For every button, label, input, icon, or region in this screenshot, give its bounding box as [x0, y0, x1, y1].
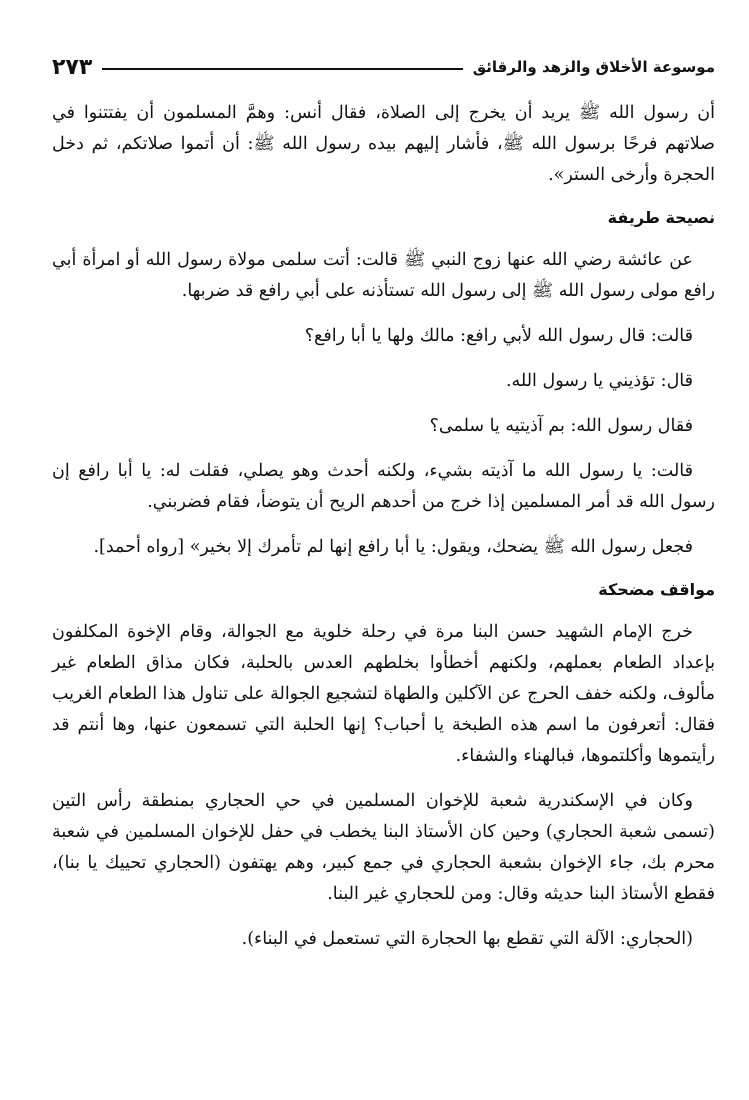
paragraph-3: قالت: قال رسول الله لأبي رافع: مالك ولها يا أبا رافع؟ [304, 326, 693, 346]
paragraph-2: عن عائشة رضي الله عنها زوج النبي ﷺ قالت: أتت سلمى مولاة رسول الله أو امرأة أبي رافع مولى رسول الله ﷺ إلى رسول الله تستأذنه على أبي رافع قد ضربها. [52, 250, 715, 301]
paragraph-10: (الحجاري: الآلة التي تقطع بها الحجارة التي تستعمل في البناء). [241, 929, 693, 949]
page-body [52, 98, 715, 955]
paragraph-8: خرج الإمام الشهيد حسن البنا مرة في رحلة خلوية مع الجوالة، وقام الإخوة المكلفون بإعداد الطعام بعملهم، ولكنهم أخطأوا بخلطهم العدس بالحلبة، فكان مذاق الطعام غير مألوف، ولكنه خفف الحرج عن الآكلين والطهاة لتشجيع الجوالة على تناول هذا الطعام الغريب فقال: أتعرفون ما اسم هذه الطبخة يا أحباب؟ إنها الحلبة التي تسمعون عنها، وها أنتم قد رأيتموها وأكلتموها، فبالهناء والشفاء. [52, 622, 715, 766]
paragraph-6: قالت: يا رسول الله ما آذيته بشيء، ولكنه أحدث وهو يصلي، فقلت له: يا أبا رافع إن رسول الله قد أمر المسلمين إذا خرج من أحدهم الريح أن يتوضأ، فقام فضربني. [52, 461, 715, 512]
section-heading-funny: مواقف مضحكة [598, 580, 715, 599]
page-number: ٢٧٣ [52, 55, 93, 80]
book-title: موسوعة الأخلاق والزهد والرقائق [472, 58, 715, 76]
paragraph-4: قال: تؤذيني يا رسول الله. [505, 371, 693, 391]
paragraph-7: فجعل رسول الله ﷺ يضحك، ويقول: يا أبا رافع إنها لم تأمرك إلا بخير» [رواه أحمد]. [93, 537, 693, 557]
paragraph-1: أن رسول الله ﷺ يريد أن يخرج إلى الصلاة، فقال أنس: وهمَّ المسلمون أن يفتتنوا في صلاتهم فرحًا برسول الله ﷺ، فأشار إليهم بيده رسول الله ﷺ: أن أتموا صلاتكم، ثم دخل الحجرة وأرخى الستر». [52, 103, 715, 185]
paragraph-9: وكان في الإسكندرية شعبة للإخوان المسلمين في حي الحجاري بمنطقة رأس التين (تسمى شعبة الحجاري) وحين كان الأستاذ البنا يخطب في حفل للإخوان المسلمين في شعبة محرم بك، جاء الإخوان بشعبة الحجاري في جمع كبير، وهم يهتفون (الحجاري تحييك يا بنا)، فقطع الأستاذ البنا حديثه وقال: ومن للحجاري غير البنا. [52, 791, 715, 904]
header-rule [102, 68, 462, 70]
page-header [52, 44, 715, 80]
section-heading-advice: نصيحة طريفة [607, 208, 715, 227]
paragraph-5: فقال رسول الله: بم آذيتيه يا سلمى؟ [429, 416, 693, 436]
